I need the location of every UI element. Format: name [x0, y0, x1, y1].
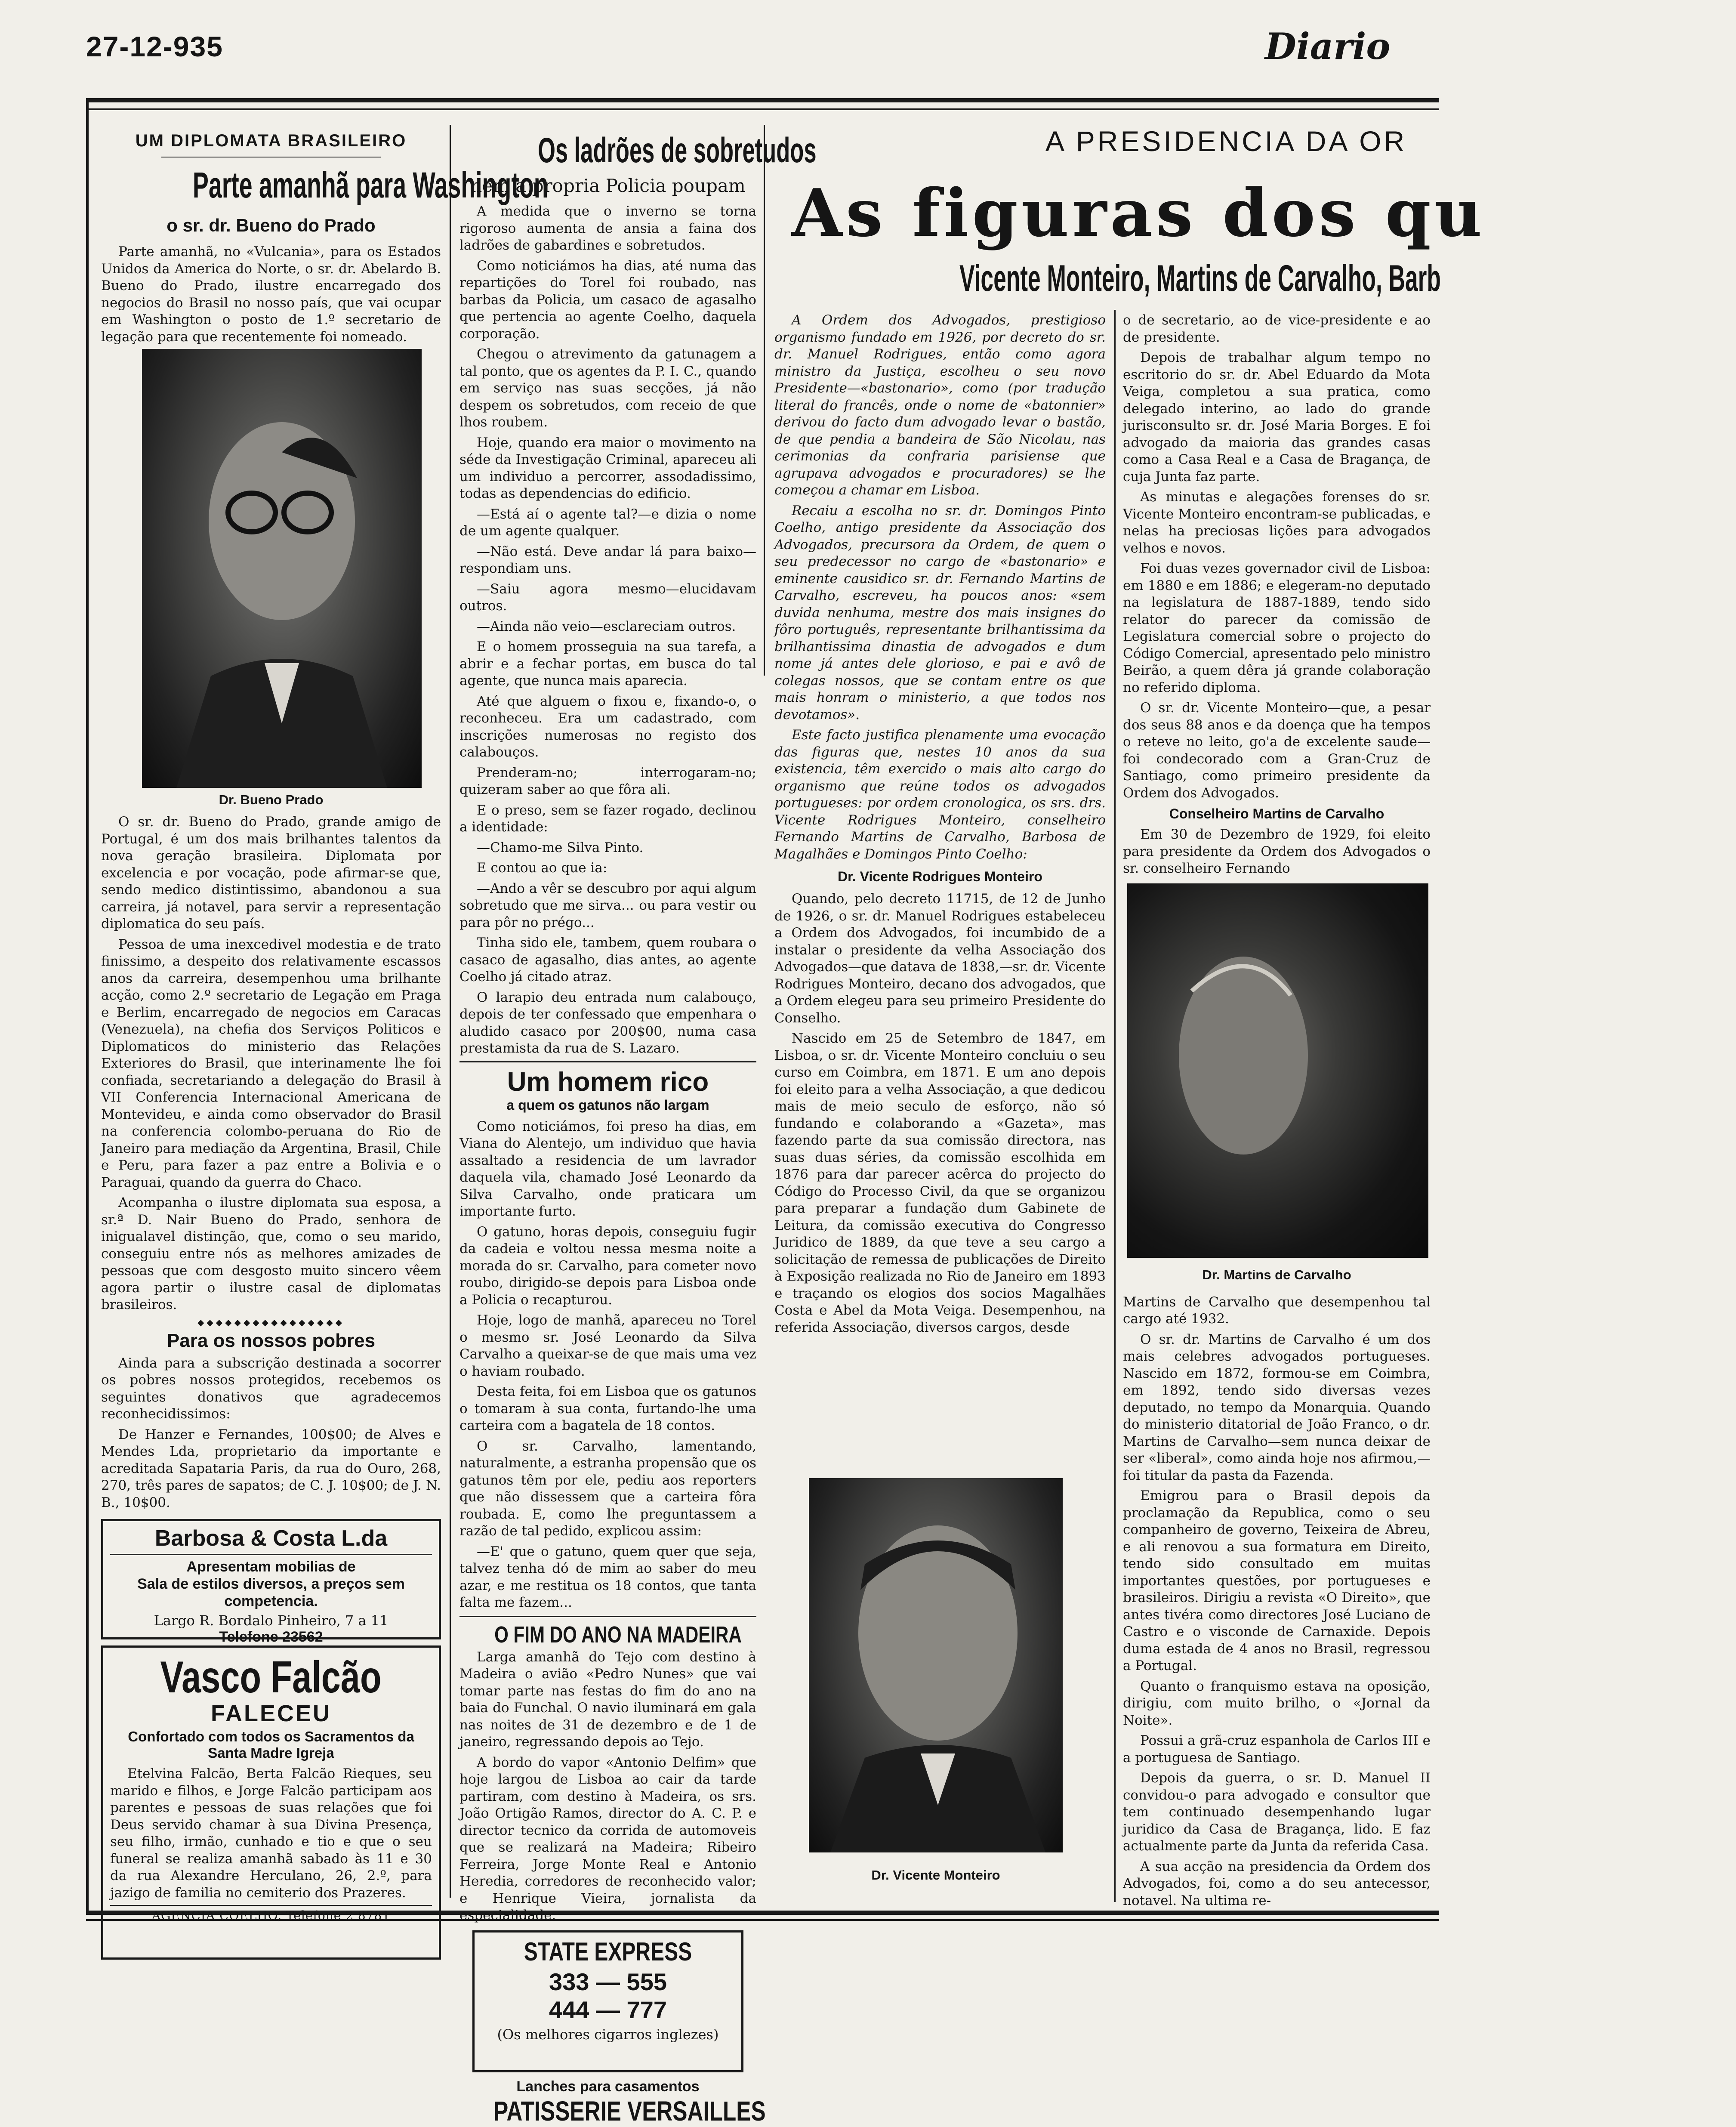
- rico-p1: Como noticiámos, foi preso ha dias, em Viana do Alentejo, um individuo que havia assaltado a residencia de um lavrador daquela vila, chamado José Leonardo da Silva Carvalho, onde praticara um importante furto.: [459, 1118, 756, 1219]
- ladroes-p16: Tinha sido ele, tambem, quem roubara o casaco de agasalho, dias antes, ao agente Coelho já citado atraz.: [459, 935, 756, 985]
- feature-subhead: Vicente Monteiro, Martins de Carvalho, Barb: [959, 258, 1441, 299]
- obituary-agency: AGENCIA COELHO, Telefone 2 8781: [110, 1905, 432, 1923]
- obituary-faleceu: FALECEU: [210, 1701, 332, 1726]
- diplomat-kicker: UM DIPLOMATA BRASILEIRO: [135, 131, 407, 150]
- barbosa-costa-line2: Sala de estilos diversos, a preços sem competencia.: [137, 1576, 405, 1609]
- diplomat-intro: Parte amanhã, no «Vulcania», para os Estados Unidos da America do Norte, o sr. dr. Abelardo B. Bueno do Prado, ilustre encarregado dos negocios do Brasil no nosso país, que vai ocupar em Washington o posto de 1.º secretario de legação para que recentemente foi nomeado.: [101, 244, 441, 345]
- pobres-title: Para os nossos pobres: [167, 1330, 376, 1351]
- martins-p8: A sua acção na presidencia da Ordem dos Advogados, foi, como a do seu antecessor, notavel. Na ultima re-: [1123, 1858, 1431, 1908]
- ladroes-p14: E contou ao que ia:: [477, 860, 607, 876]
- c4-p5: O sr. dr. Vicente Monteiro—que, a pesar dos seus 88 anos e da doença que ha tempos o reteve no leito, go'a de excelente saude—foi condecorado com a Gran-Cruz de Santiago, como primeiro presidente da Ordem dos Advogados.: [1123, 700, 1431, 801]
- bueno-prado-caption: Dr. Bueno Prado: [219, 792, 324, 807]
- rico-subhead: a quem os gatunos não largam: [506, 1097, 709, 1113]
- state-express-sub: (Os melhores cigarros inglezes): [497, 2026, 719, 2043]
- state-express-num1: 333 — 555: [549, 1968, 667, 1995]
- obituary-name: Vasco Falcão: [160, 1652, 382, 1702]
- diplomat-headline: Parte amanhã para Washington: [192, 165, 549, 205]
- barbosa-costa-ad: [101, 1519, 441, 1645]
- divider-dots: ◆◆◆◆◆◆◆◆◆◆◆◆◆◆◆◆: [197, 1317, 345, 1327]
- column-rule-1: [450, 125, 451, 1898]
- martins-p4: Emigrou para o Brasil depois da proclamação da Republica, como o seu companheiro de governo, Teixeira de Abreu, e ali renovou a sua formatura em Direito, tendo sido consultado em muitas importantes questões, por portugueses e brasileiros. Dirigiu a revista «O Direito», que antes tivéra como directores José Luciano de Castro e o visconde de Carnaxide. Depois duma estada de 4 anos no Brasil, regressou a Portugal.: [1123, 1488, 1431, 1673]
- ladroes-p3: Chegou o atrevimento da gatunagem a tal ponto, que os agentes da P. I. C., quando em serviço nas suas secções, já não despem os sobretudos, com receio de que lhos roubem.: [459, 346, 756, 430]
- vicente-p2: Nascido em 25 de Setembro de 1847, em Lisboa, o sr. dr. Vicente Monteiro concluiu o seu curso em Coimbra, em 1871. E um ano depois foi eleito para a velha Associação, a que dedicou mais de meio seculo de esforço, não só fundando e colaborando a «Gazeta», mas fazendo parte da sua comissão directora, nas suas duas séries, da comissão escolhida em 1876 para dar parecer acêrca do projecto do Código do Processo Civil, da que se organizou para preparar a fundação dum Gabinete de Leitura, da comissão executiva do Congresso Juridico de 1889, da que teve a seu cargo a solicitação de remessa de publicações de Direito à Exposição realizada no Rio de Janeiro em 1893 e traçando os elogios dos socios Magalhães Costa e Abel da Mota Veiga. Desempenhou, na referida Associação, diversos cargos, desde: [774, 1031, 1106, 1335]
- ladroes-p7: —Saiu agora mesmo—elucidavam outros.: [459, 581, 756, 614]
- vicente-monteiro-photo: [809, 1478, 1063, 1852]
- page-date: 27-12-935: [86, 31, 223, 62]
- martins-p3: O sr. dr. Martins de Carvalho é um dos mais celebres advogados portugueses. Nascido em 1872, formou-se em Coimbra, em 1892, tendo sido diversas vezes deputado, no tempo da Monarquia. Quando do ministerio ditatorial de João Franco, o dr. Martins de Carvalho—sem nunca deixar de ser «liberal», como ainda hoje nos afirmou,—foi titular da pasta da Fazenda.: [1123, 1331, 1431, 1483]
- state-express-ad: [472, 1930, 743, 2072]
- diplomat-subhead: o sr. dr. Bueno do Prado: [167, 215, 376, 235]
- rico-title: Um homem rico: [507, 1067, 709, 1097]
- barbosa-costa-phone: Telefone 23562: [219, 1629, 323, 1645]
- feature-headline: As figuras dos qu: [792, 174, 1486, 251]
- feature-intro-3: Este facto justifica plenamente uma evocação das figuras que, nestes 10 anos da sua existencia, têm exercido o mais alto cargo do organismo que reúne todos os advogados portugueses: por ordem cronologica, os srs. drs. Vicente Rodrigues Monteiro, conselheiro Fernando Martins de Carvalho, Barbosa de Magalhães e Domingos Pinto Coelho:: [774, 727, 1106, 862]
- rico-p6: —E' que o gatuno, quem quer que seja, talvez tenha dó de mim ao saber do meu azar, e me restitua os 18 contos, que tanta falta me fazem...: [459, 1544, 756, 1610]
- portrait-silhouette-icon: [809, 1478, 1063, 1852]
- state-express-num2: 444 — 777: [549, 1996, 667, 2023]
- c4-p4: Foi duas vezes governador civil de Lisboa: em 1880 e em 1886; e elegeram-no deputado na legislatura de 1887-1889, tendo sido relator do parecer da comissão de Legislatura comercial sobre o projecto do Código Comercial, apresentado pelo ministro Beirão, a quem dêra já grande colaboração no referido diploma.: [1123, 561, 1431, 695]
- barbosa-costa-name: Barbosa & Costa L.da: [110, 1525, 432, 1555]
- ladroes-p15: —Ando a vêr se descubro por aqui algum sobretudo que me sirva... ou para vestir ou para pôr no prégo...: [459, 880, 756, 930]
- portrait-silhouette-icon: [142, 349, 422, 788]
- patisserie-line: Lanches para casamentos: [516, 2078, 700, 2095]
- feature-column-right: [1123, 312, 1431, 1908]
- martins-p5: Quanto o franquismo estava na oposição, dirigiu, com muito brilho, o «Jornal da Noite».: [1123, 1678, 1431, 1728]
- madeira-p2: A bordo do vapor «Antonio Delfim» que hoje largou de Lisboa ao cair da tarde partiram, com destino à Madeira, os srs. João Ortigão Ramos, director do A. C. P. e director tecnico da corrida de automoveis que se realizará na Madeira; Ribeiro Ferreira, Jorge Monte Real e Antonio Heredia, corredores de reconhecido valor; e Henrique Vieira, jornalista da especialidade.: [459, 1754, 756, 1923]
- top-rule-thin: [86, 108, 1439, 110]
- portrait-silhouette-icon: [1127, 883, 1428, 1258]
- feature-intro: A Ordem dos Advogados, prestigioso organismo fundado em 1926, por decreto do sr. dr. Manuel Rodrigues, então como agora ministro da Justiça, escolheu o seu novo Presidente—«bastonario», como (por tradução literal do francês, onde o nome de «batonnier» derivou do facto dum advogado levar o bastão, de que pendia a bandeira de São Nicolau, nas cerimonias da confraria parisiense que agrupava advogados e procuradores) se lhe começou a chamar em Lisboa.: [774, 312, 1106, 498]
- feature-intro-2: Recaiu a escolha no sr. dr. Domingos Pinto Coelho, antigo presidente da Associação dos Advogados, precursora da Ordem, de quem o seu predecessor no cargo de «bastonario» e eminente causidico sr. dr. Fernando Martins de Carvalho, escreveu, ha poucos anos: «sem duvida nenhuma, mestre dos mais insignes do fôro português, representante brilhantissima da brilhantissima dinastia de advogados e dum nome já antes dele glorioso, e pai e avô de colegas nossos, que se contam entre os que mais honram o ministerio, a que todos nos devotamos».: [774, 503, 1106, 722]
- column-ladroes: [459, 127, 817, 2127]
- ladroes-p11: Prenderam-no; interrogaram-no; quizeram saber ao que fôra ali.: [459, 765, 756, 797]
- patisserie-name: PATISSERIE VERSAILLES: [493, 2095, 766, 2127]
- feature-kicker: A PRESIDENCIA DA OR: [1045, 125, 1407, 157]
- pobres-text: Ainda para a subscrição destinada a socorrer os pobres nossos protegidos, recebemos os seguintes donativos que agradecemos reconhecidissimos:: [101, 1355, 441, 1422]
- madeira-p1: Larga amanhã do Tejo com destino à Madeira o avião «Pedro Nunes» que vai tomar parte nas festas do fim do ano na baia do Funchal. O navio iluminará em gala nas noites de 31 de dezembro e de 1 de janeiro, regressando depois ao Tejo.: [459, 1649, 756, 1750]
- obituary-sub: Confortado com todos os Sacramentos da Santa Madre Igreja: [128, 1729, 414, 1761]
- obituary-box: [101, 1645, 441, 1960]
- ladroes-p9: E o homem prosseguia na sua tarefa, a abrir e a fechar portas, em busca do tal agente, que nunca mais aparecia.: [459, 639, 756, 688]
- ladroes-p5: —Está aí o agente tal?—e dizia o nome de um agente qualquer.: [459, 506, 756, 539]
- c4-p1: o de secretario, ao de vice-presidente e ao de presidente.: [1123, 312, 1431, 345]
- section-martins-carvalho: Conselheiro Martins de Carvalho: [1169, 806, 1384, 821]
- rico-p5: O sr. Carvalho, lamentando, naturalmente, a estranha propensão que os gatunos têm por ele, pediu aos reporters que não dissessem que a carteira fôra roubada. E, como lhe preguntassem a razão de tal pedido, explicou assim:: [459, 1438, 756, 1539]
- top-rule-thick: [86, 98, 1439, 102]
- rico-p3: Hoje, logo de manhã, apareceu no Torel o mesmo sr. José Leonardo da Silva Carvalho a queixar-se de que mais uma vez o haviam roubado.: [459, 1312, 756, 1379]
- section-vicente-monteiro: Dr. Vicente Rodrigues Monteiro: [838, 869, 1042, 884]
- ladroes-subhead: nem a propria Policia poupam: [470, 175, 746, 196]
- obituary-text: Etelvina Falcão, Berta Falcão Rieques, seu marido e filhos, e Jorge Falcão participam aos parentes e pessoas de suas relações que foi Deus servido chamar à sua Divina Presença, seu filho, irmão, cunhado e tio e que o seu funeral se realiza amanhã sabado às 11 e 30 da rua Alexandre Herculano, 26, 2.º, para jazigo de familia no cemiterio dos Prazeres.: [110, 1766, 432, 1901]
- pobres-list: De Hanzer e Fernandes, 100$00; de Alves e Mendes Lda, proprietario da importante e acreditada Sapataria Paris, da rua do Ouro, 268, 270, três pares de sapatos; de C. J. 10$00; de J. N. B., 10$00.: [101, 1426, 441, 1510]
- vicente-p1: Quando, pelo decreto 11715, de 12 de Junho de 1926, o sr. dr. Manuel Rodrigues estabeleceu a Ordem dos Advogados, foi incumbido de a instalar o presidente da velha Associação dos Advogados—que datava de 1838,—sr. dr. Vicente Rodrigues Monteiro, decano dos advogados, que a Ordem elegeu para seu primeiro Presidente do Conselho.: [774, 891, 1106, 1026]
- barbosa-costa-line1: Apresentam mobilias de: [186, 1559, 356, 1575]
- martins-p1: Em 30 de Dezembro de 1929, foi eleito para presidente da Ordem dos Advogados o sr. conselheiro Fernando: [1123, 827, 1431, 876]
- newspaper-name: Diario: [1265, 25, 1391, 68]
- ladroes-headline: Os ladrões de sobretudos: [538, 131, 817, 170]
- column-rule-3: [1114, 310, 1116, 1902]
- left-margin-rule: [86, 98, 89, 1914]
- barbosa-costa-address: Largo R. Bordalo Pinheiro, 7 a 11: [154, 1612, 389, 1629]
- bueno-prado-photo: [142, 349, 422, 788]
- rico-p2: O gatuno, horas depois, conseguiu fugir da cadeia e voltou nessa mesma noite a morada do sr. Carvalho, para cometer novo roubo, dirigido-se depois para Lisboa onde a Policia o recapturou.: [459, 1224, 756, 1308]
- madeira-title: O FIM DO ANO NA MADEIRA: [494, 1621, 742, 1648]
- diplomat-body-2: Pessoa de uma inexcedivel modestia e de trato finissimo, a despeito dos relativamente escassos anos da carreira, desempenhou uma brilhante acção, como 2.º secretario de Legação em Praga e Berlim, encarregado de negocios em Caracas (Venezuela), na chefia dos Serviços Politicos e Diplomaticos do ministerio das Relações Exteriores do Brasil, que interinamente lhe foi confiada, secretariando a delegação do Brasil à VII Conferencia Internacional Americana de Montevideu, e ainda como observador do Brasil na conferencia colombo-peruana do Rio de Janeiro para mediação da Argentina, Brasil, Chile e Peru, para fazer a paz entre a Bolivia e o Paraguai, quando da guerra do Chaco.: [101, 936, 441, 1190]
- martins-p7: Depois da guerra, o sr. D. Manuel II convidou-o para advogado e consultor que tem continuado desempenhando lugar juridico da Casa de Bragança, lido. E faz actualmente parte da Junta da referida Casa.: [1123, 1770, 1431, 1854]
- ladroes-p2: Como noticiámos ha dias, até numa das repartições do Torel foi roubado, nas barbas da Policia, um casaco de agasalho que pertencia ao agente Coelho, daquela corporação.: [459, 258, 756, 342]
- ladroes-p13: —Chamo-me Silva Pinto.: [477, 840, 644, 855]
- state-express-title: STATE EXPRESS: [524, 1937, 692, 1966]
- ladroes-p4: Hoje, quando era maior o movimento na séde da Investigação Criminal, apareceu ali um individuo a percorrer, assodadissimo, todas as dependencias do edificio.: [459, 435, 756, 501]
- ladroes-p12: E o preso, sem se fazer rogado, declinou a identidade:: [459, 802, 756, 835]
- martins-p6: Possui a grã-cruz espanhola de Carlos III e a portuguesa de Santiago.: [1123, 1733, 1431, 1766]
- c4-p2: Depois de trabalhar algum tempo no escritorio do sr. dr. Abel Eduardo da Mota Veiga, completou a sua pratica, como delegado interino, ao lado do grande jurisconsulto sr. dr. José Maria Borges. E foi advogado da maioria das grandes casas como a Casa Real e a Casa de Bragança, de cuja Junta faz parte.: [1123, 350, 1431, 485]
- ladroes-p17: O larapio deu entrada num calabouço, depois de ter confessado que empenhara o aludido casaco por 200$00, numa casa prestamista da rua de S. Lazaro.: [459, 989, 756, 1056]
- ladroes-p1: A medida que o inverno se torna rigoroso aumenta de ansia a faina dos ladrões de gabardines e sobretudos.: [459, 204, 756, 253]
- c4-p3: As minutas e alegações forenses do sr. Vicente Monteiro encontram-se publicadas, e nelas ha preciosas lições para advogados velhos e novos.: [1123, 489, 1431, 556]
- martins-p2: Martins de Carvalho que desempenhou tal cargo até 1932.: [1123, 1294, 1431, 1327]
- martins-carvalho-caption: Dr. Martins de Carvalho: [1202, 1267, 1351, 1282]
- diplomat-body-1: O sr. dr. Bueno do Prado, grande amigo de Portugal, é um dos mais brilhantes talentos da nova geração brasileira. Diplomata por excelencia e por vocação, pode afirmar-se que, sendo medico distintissimo, abandonou a sua carreira, já notavel, para servir a representação diplomatica do seu país.: [101, 814, 441, 932]
- column-rule-2: [764, 125, 765, 676]
- martins-carvalho-photo: [1127, 883, 1428, 1258]
- ladroes-p10: Até que alguem o fixou e, fixando-o, o reconheceu. Era um cadastrado, com inscrições numerosas no registo dos calabouços.: [459, 693, 756, 760]
- rico-p4: Desta feita, foi em Lisboa que os gatunos o tomaram à sua conta, furtando-lhe uma carteira com a bagatela de 18 contos.: [459, 1384, 756, 1433]
- diplomat-body-3: Acompanha o ilustre diplomata sua esposa, a sr.ª D. Nair Bueno do Prado, senhora de inigualavel distinção, que, como o seu marido, conseguiu entre nós as melhores amizades de pessoas que com desgosto muito sincero vêem agora partir o ilustre casal de diplomatas brasileiros.: [101, 1195, 441, 1312]
- ladroes-p6: —Não está. Deve andar lá para baixo—respondiam uns.: [459, 543, 756, 576]
- vicente-monteiro-caption: Dr. Vicente Monteiro: [871, 1868, 1000, 1883]
- ladroes-p8: —Ainda não veio—esclareciam outros.: [477, 618, 736, 634]
